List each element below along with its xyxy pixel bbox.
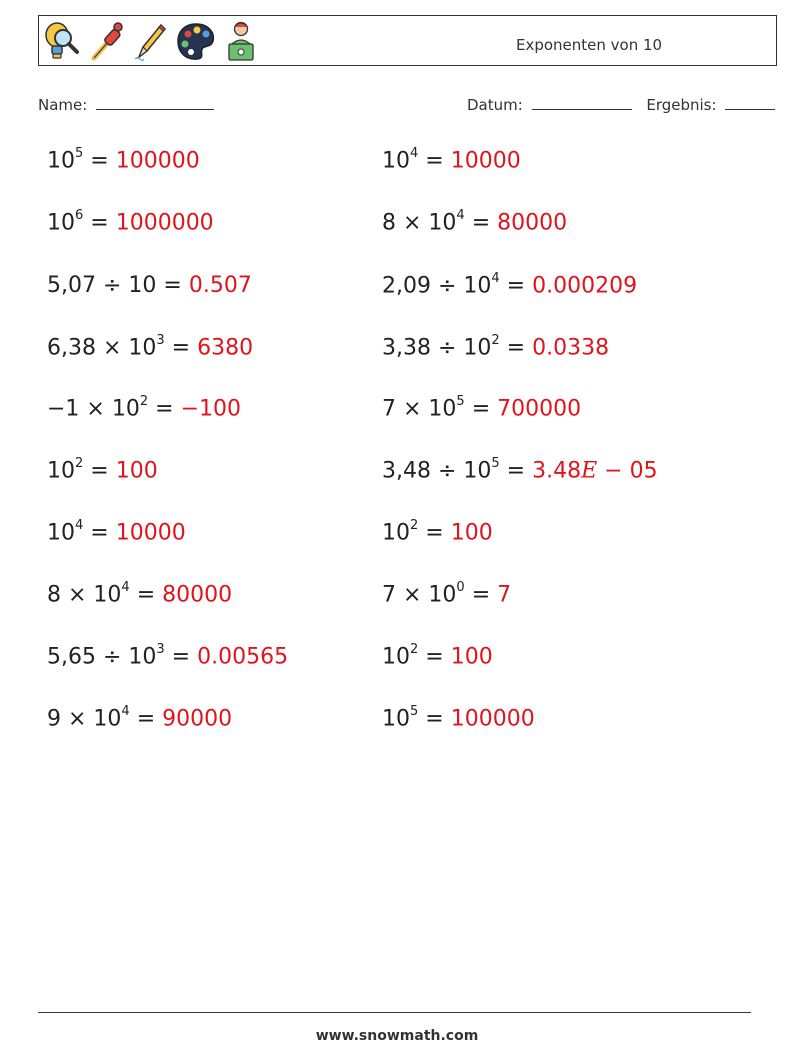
problem: $8 \times 10^4 = 80000$ bbox=[47, 580, 233, 608]
problem: 5,07 ÷ 10 = 0.507 bbox=[47, 273, 252, 298]
answer: 100000 bbox=[115, 148, 200, 174]
answer: 1000000 bbox=[115, 210, 214, 236]
problem: $10^2 = 100$ bbox=[382, 642, 493, 670]
answer: 3.48 bbox=[532, 458, 582, 484]
answer: 100 bbox=[115, 458, 158, 484]
problem: $8 \times 10^4 = 80000$ bbox=[382, 208, 568, 236]
problem: $10^6 = 1000000$ bbox=[47, 208, 214, 236]
answer: 10000 bbox=[450, 148, 521, 174]
pipette-icon bbox=[89, 19, 125, 63]
answer: 100 bbox=[450, 644, 493, 670]
answer: 90000 bbox=[162, 706, 233, 732]
answer: 80000 bbox=[162, 582, 233, 608]
problem: $10^5 = 100000$ bbox=[47, 146, 200, 174]
answer: 0.000209 bbox=[532, 273, 638, 299]
result-label: Ergebnis: bbox=[646, 96, 717, 114]
problem: $10^2 = 100$ bbox=[47, 456, 158, 484]
date-blank[interactable] bbox=[532, 94, 632, 110]
problem: $3,48 \div 10^5 = 3.48E - 05$ bbox=[382, 456, 658, 484]
pencil-icon bbox=[133, 19, 167, 63]
problem: $2,09 \div 10^4 = 0.000209$ bbox=[382, 271, 638, 299]
problem: $9 \times 10^4 = 90000$ bbox=[47, 704, 233, 732]
header-icons bbox=[43, 19, 257, 63]
answer: −100 bbox=[180, 396, 241, 422]
name-label: Name: bbox=[38, 96, 88, 114]
answer: 80000 bbox=[497, 210, 568, 236]
problem: $-1 \times 10^2 = -100$ bbox=[47, 394, 241, 422]
problem: $3,38 \div 10^2 = 0.0338$ bbox=[382, 333, 610, 361]
problem: $10^5 = 100000$ bbox=[382, 704, 535, 732]
problem: $10^4 = 10000$ bbox=[382, 146, 521, 174]
answer: 7 bbox=[497, 582, 512, 608]
answer: 0.507 bbox=[188, 273, 252, 298]
worksheet-header bbox=[38, 15, 777, 66]
problem: $5,65 \div 10^3 = 0.00565$ bbox=[47, 642, 289, 670]
answer: 0.00565 bbox=[197, 644, 289, 670]
footer-url[interactable]: www.snowmath.com bbox=[315, 1028, 479, 1044]
answer: 100000 bbox=[450, 706, 535, 732]
teacher-laptop-icon bbox=[225, 19, 257, 63]
answer: 700000 bbox=[497, 396, 582, 422]
date-label: Datum: bbox=[467, 96, 523, 114]
problem: $7 \times 10^0 = 7$ bbox=[382, 580, 512, 608]
problem: $10^4 = 10000$ bbox=[47, 518, 186, 546]
lightbulb-magnifier-icon bbox=[43, 19, 81, 63]
footer-divider bbox=[38, 1012, 751, 1013]
answer: 6380 bbox=[197, 335, 254, 361]
problem: $10^2 = 100$ bbox=[382, 518, 493, 546]
name-field bbox=[38, 94, 214, 114]
answer: 100 bbox=[450, 520, 493, 546]
problem: $6,38 \times 10^3 = 6380$ bbox=[47, 333, 254, 361]
problem: $7 \times 10^5 = 700000$ bbox=[382, 394, 582, 422]
answer: 10000 bbox=[115, 520, 186, 546]
paint-palette-icon bbox=[175, 19, 217, 63]
name-blank[interactable] bbox=[96, 94, 214, 110]
answer-sci: 3.48E − 05 bbox=[532, 458, 658, 484]
answer: 0.0338 bbox=[532, 335, 610, 361]
worksheet-title: Exponenten von 10 bbox=[516, 36, 663, 54]
date-result-fields bbox=[467, 94, 775, 114]
result-blank[interactable] bbox=[725, 94, 775, 110]
